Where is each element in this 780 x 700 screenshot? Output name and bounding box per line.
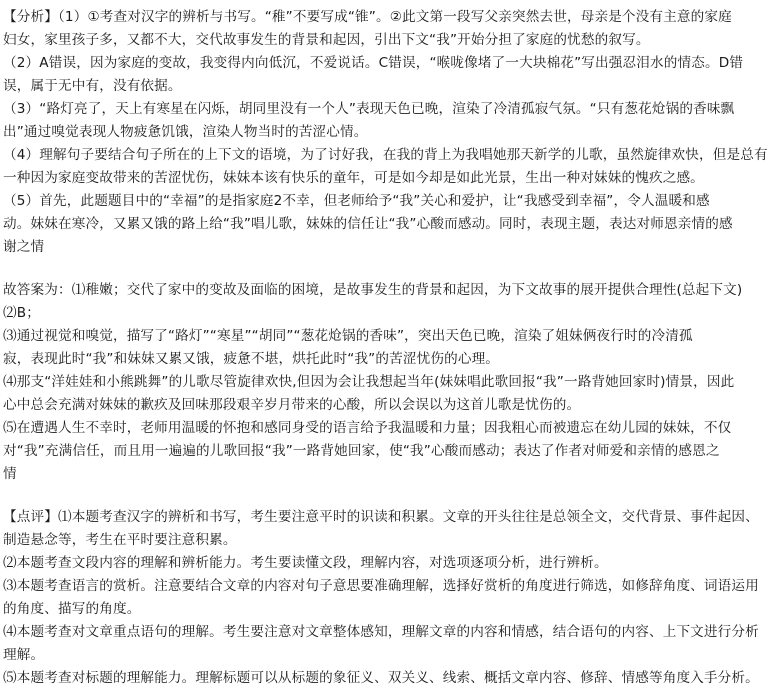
comment-line-7: 理解。 <box>3 647 45 663</box>
answer-line-5: ⑷那支“洋娃娃和小熊跳舞”的儿歌尽管旋律欢快,但因为会让我想起当年(妹妹唱此歌回报“我”一路背她回家时)情景，因此 <box>3 374 735 390</box>
comment-line-4: ⑶本题考查语言的赏析。注意要结合文章的内容对句子意思要准确理解，选择好赏析的角度进行筛选，如修辞角度、词语运用 <box>3 578 759 594</box>
analysis-line-9: （5）首先，此题题目中的“幸福”的是指家庭2不幸，但老师给予“我”关心和爱护，让“我感受到幸福”，令人温暖和感 <box>3 193 710 209</box>
answer-line-6: 心中总会充满对妹妹的歉疚及回味那段艰辛岁月带来的心酸，所以会误以为这首儿歌是忧伤的。 <box>3 397 581 413</box>
answer-section <box>3 279 774 486</box>
answer-line-9: 情 <box>3 466 17 482</box>
comment-line-6: ⑷本题考查对文章重点语句的理解。考生要注意对文章整体感知，理解文章的内容和情感，结合语句的内容、上下文进行分析 <box>3 624 759 640</box>
analysis-line-1: 【分析】（1）①考查对汉字的辨析与书写。“稚”不要写成“锥”。②此文第一段写父亲突然去世，母亲是个没有主意的家庭 <box>3 9 732 25</box>
comment-line-5: 的角度、描写的角度。 <box>3 601 141 617</box>
comment-line-1: 【点评】⑴本题考查汉字的辨析和书写，考生要注意平时的识读和积累。文章的开头往往是总领全文，交代背景、事件起因、 <box>3 509 759 525</box>
analysis-line-11: 谢之情 <box>3 239 45 255</box>
answer-line-7: ⑸在遭遇人生不幸时，老师用温暖的怀抱和感同身受的语言给予我温暖和力量；因我粗心而被遗忘在幼儿园的妹妹，不仅 <box>3 420 732 436</box>
comment-line-3: ⑵本题考查文段内容的理解和辨析能力。考生要读懂文段，理解内容，对选项逐项分析，进行辨析。 <box>3 555 608 571</box>
answer-line-8: 对“我”充满信任，而且用一遍遍的儿歌回报“我”一路背她回家，使“我”心酸而感动；表达了作者对师爱和亲情的感恩之 <box>3 443 720 459</box>
answer-line-3: ⑶通过视觉和嗅觉，描写了“路灯”“寒星”“胡同”“葱花炝锅的香味”，突出天色已晚，渲染了姐妹俩夜行时的冷清孤 <box>3 328 693 344</box>
analysis-line-6: 出”通过嗅觉表现人物疲惫饥饿，渲染人物当时的苦涩心情。 <box>3 124 368 140</box>
analysis-section <box>3 6 774 259</box>
section-gap <box>3 486 774 506</box>
analysis-line-4: 误，属于无中有，没有依据。 <box>3 78 182 94</box>
analysis-line-10: 动。妹妹在寒冷，又累又饿的路上给“我”唱儿歌，妹妹的信任让“我”心酸而感动。同时，表现主题，表达对师恩亲情的感 <box>3 216 733 232</box>
comment-section <box>3 506 774 690</box>
answer-line-2: ⑵B； <box>3 305 40 321</box>
answer-line-1: 故答案为：⑴稚嫩；交代了家中的变故及面临的困境，是故事发生的背景和起因，为下文故事的展开提供合理性(总起下文) <box>3 282 743 298</box>
analysis-line-7: （4）理解句子要结合句子所在的上下文的语境，为了讨好我，在我的背上为我唱她那天新学的儿歌，虽然旋律欢快，但是总有 <box>3 147 768 163</box>
analysis-line-5: （3）“路灯亮了，天上有寒星在闪烁，胡同里没有一个人”表现天色已晚，渲染了冷清孤寂气氛。“只有葱花炝锅的香味飘 <box>3 101 735 117</box>
analysis-line-3: （2）A错误，因为家庭的变故，我变得内向低沉，不爱说话。C错误，“喉咙像堵了一大块棉花”写出强忍泪水的情态。D错 <box>3 55 744 71</box>
analysis-line-8: 一种因为家庭变故带来的苦涩忧伤，妹妹本该有快乐的童年，可是如今却是如此光景，生出一种对妹妹的愧疚之感。 <box>3 170 704 186</box>
comment-line-2: 制造悬念等，考生在平时要注意积累。 <box>3 532 237 548</box>
analysis-line-2: 妇女，家里孩子多，又都不大，交代故事发生的背景和起因，引出下文“我”开始分担了家庭的忧愁的叙写。 <box>3 32 650 48</box>
section-gap <box>3 259 774 279</box>
answer-line-4: 寂，表现此时“我”和妹妹又累又饿，疲惫不堪，烘托此时“我”的苦涩忧伤的心理。 <box>3 351 500 367</box>
comment-line-8: ⑸本题考查对标题的理解能力。理解标题可以从标题的象征义、双关义、线索、概括文章内容、修辞、情感等角度入手分析。 <box>3 670 759 686</box>
